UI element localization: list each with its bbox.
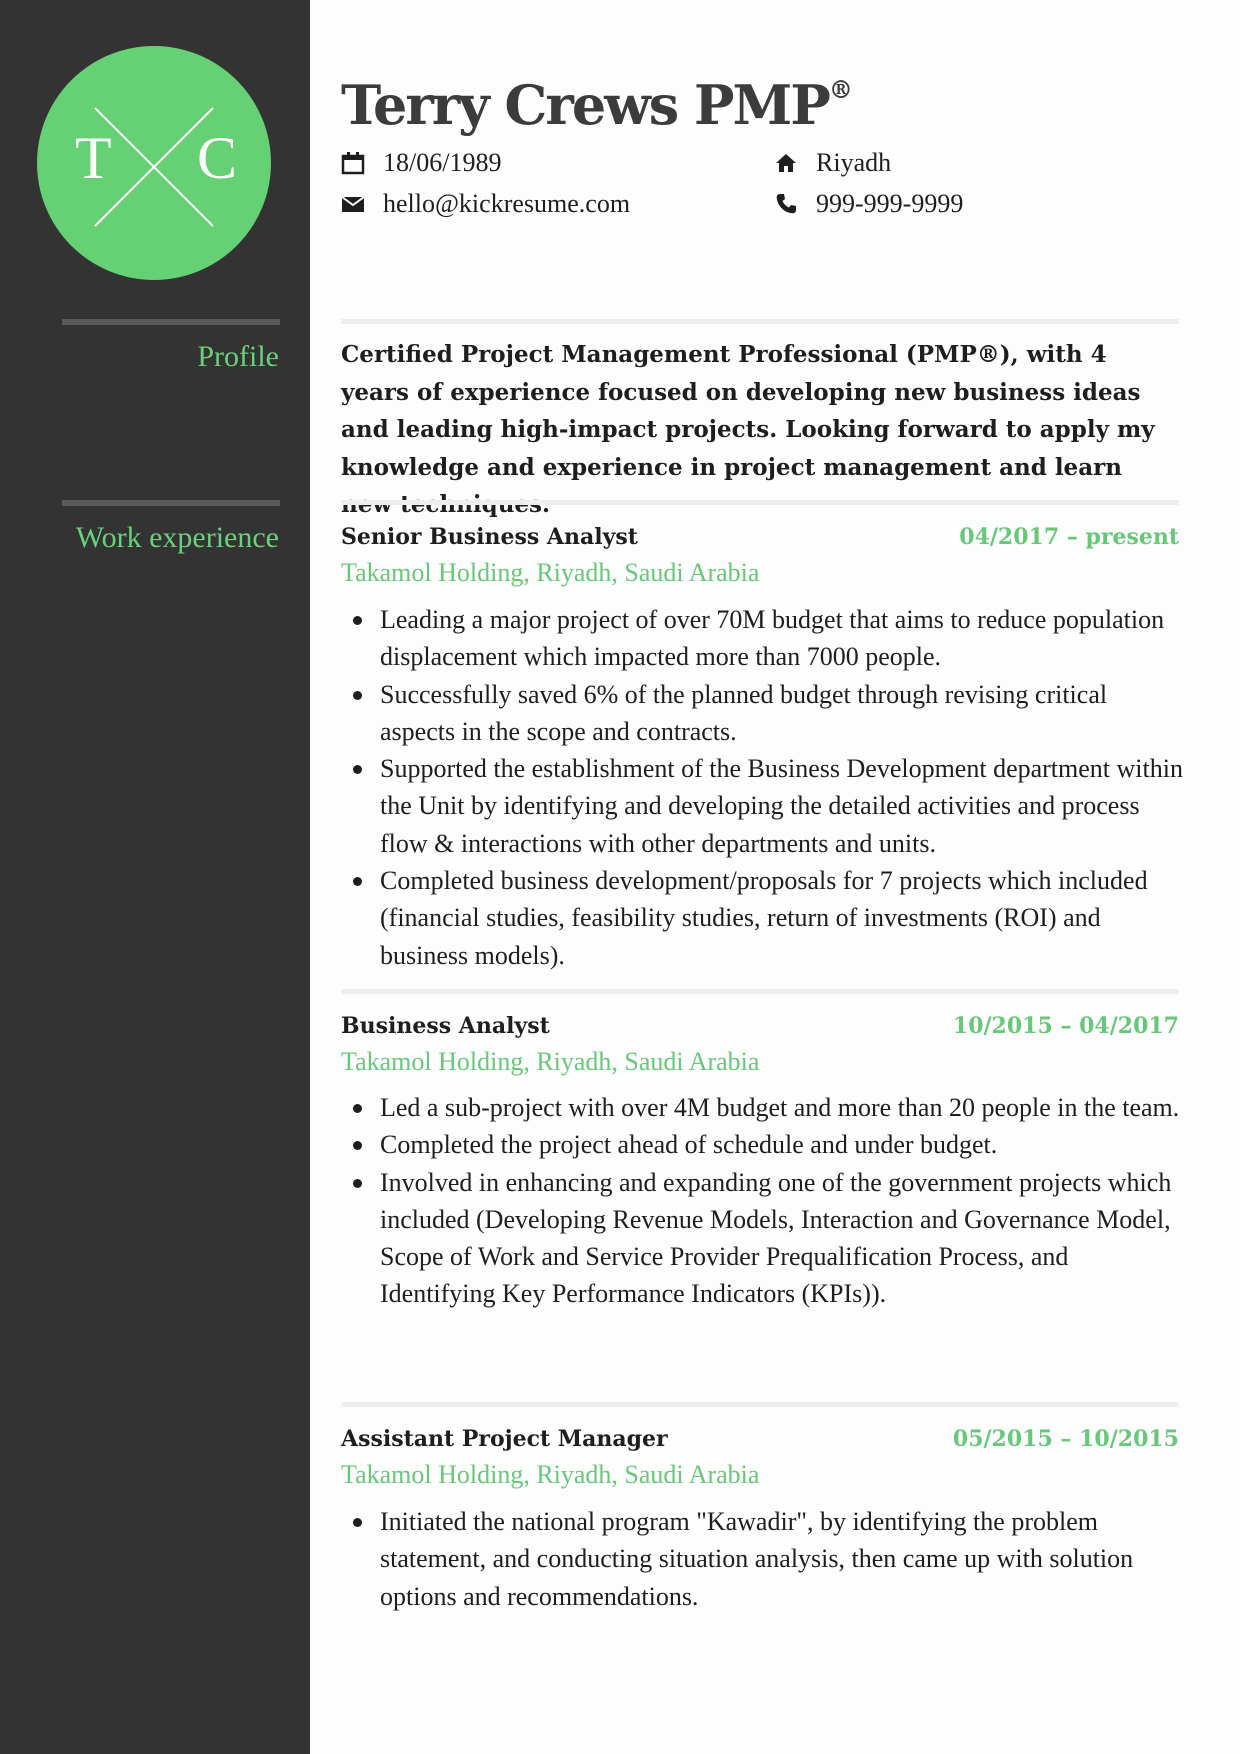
registered-mark: ® xyxy=(828,75,853,104)
birthdate-value: 18/06/1989 xyxy=(383,148,502,177)
job-bullets xyxy=(341,1503,1186,1615)
job-company: Takamol Holding, Riyadh, Saudi Arabia xyxy=(341,1460,760,1489)
location-value: Riyadh xyxy=(816,148,892,177)
section-divider xyxy=(341,500,1179,505)
monogram-first-initial: T xyxy=(75,125,112,191)
section-divider xyxy=(341,319,1179,324)
email-value[interactable]: hello@kickresume.com xyxy=(383,189,631,218)
job-bullets xyxy=(341,1089,1186,1313)
list-item: Leading a major project of over 70M budget that aims to reduce population displacement which impacted more than 7000 people. xyxy=(341,601,1186,676)
job-bullets xyxy=(341,601,1186,974)
job-dates: 05/2015 – 10/2015 xyxy=(952,1426,1179,1452)
section-label-profile: Profile xyxy=(197,340,279,373)
profile-summary: Certified Project Management Professional (PMP®), with 4 years of experience focused on developing new business ideas and leading high-impact projects. Looking forward to apply my knowledge and experience in project management and learn xyxy=(341,341,1155,481)
envelope-icon xyxy=(341,192,365,216)
candidate-name-text: Terry Crews PMP xyxy=(341,73,829,137)
list-item: Successfully saved 6% of the planned budget through revising critical aspects in the scope and contracts. xyxy=(341,676,1186,751)
contact-birthdate xyxy=(341,147,501,179)
job-title: Business Analyst xyxy=(341,1013,550,1039)
list-item: Completed business development/proposals for 7 projects which included (financial studies, feasibility studies, return of investments (ROI) and business models). xyxy=(341,862,1186,974)
job-dates: 04/2017 – present xyxy=(959,524,1179,550)
sidebar-divider xyxy=(62,319,280,325)
sidebar xyxy=(0,0,310,1754)
contact-email[interactable] xyxy=(341,188,630,220)
phone-value[interactable]: 999-999-9999 xyxy=(816,189,964,218)
job-company: Takamol Holding, Riyadh, Saudi Arabia xyxy=(341,1047,760,1076)
monogram-last-initial: C xyxy=(197,125,238,191)
section-label-work-experience: Work experience xyxy=(75,521,279,554)
job-title: Assistant Project Manager xyxy=(341,1426,668,1452)
contact-location xyxy=(774,147,891,179)
list-item: Initiated the national program "Kawadir", by identifying the problem statement, and conducting situation analysis, then came up with solution options and recommendations. xyxy=(341,1503,1186,1615)
job-divider xyxy=(341,989,1179,994)
list-item: Led a sub-project with over 4M budget and more than 20 people in the team. xyxy=(341,1089,1186,1126)
calendar-icon xyxy=(341,151,365,175)
list-item: Completed the project ahead of schedule and under budget. xyxy=(341,1126,1186,1163)
job-title: Senior Business Analyst xyxy=(341,524,638,550)
job-divider xyxy=(341,1402,1179,1407)
home-icon xyxy=(774,151,798,175)
contact-phone[interactable] xyxy=(774,188,963,220)
job-dates: 10/2015 – 04/2017 xyxy=(952,1013,1179,1039)
list-item: Involved in enhancing and expanding one of the government projects which included (Developing Revenue Models, Interaction and Governance Model, Scope of Work and Service Provider Prequalification Process, and Identifying Key Performance Indicators (KPIs)). xyxy=(341,1164,1186,1313)
list-item: Supported the establishment of the Business Development department within the Unit by identifying and developing the detailed activities and process flow & interactions with other departments and units. xyxy=(341,750,1186,862)
candidate-name xyxy=(341,58,853,137)
phone-icon xyxy=(774,192,798,216)
job-company: Takamol Holding, Riyadh, Saudi Arabia xyxy=(341,558,760,587)
sidebar-divider xyxy=(62,500,280,506)
monogram-avatar xyxy=(37,46,271,280)
